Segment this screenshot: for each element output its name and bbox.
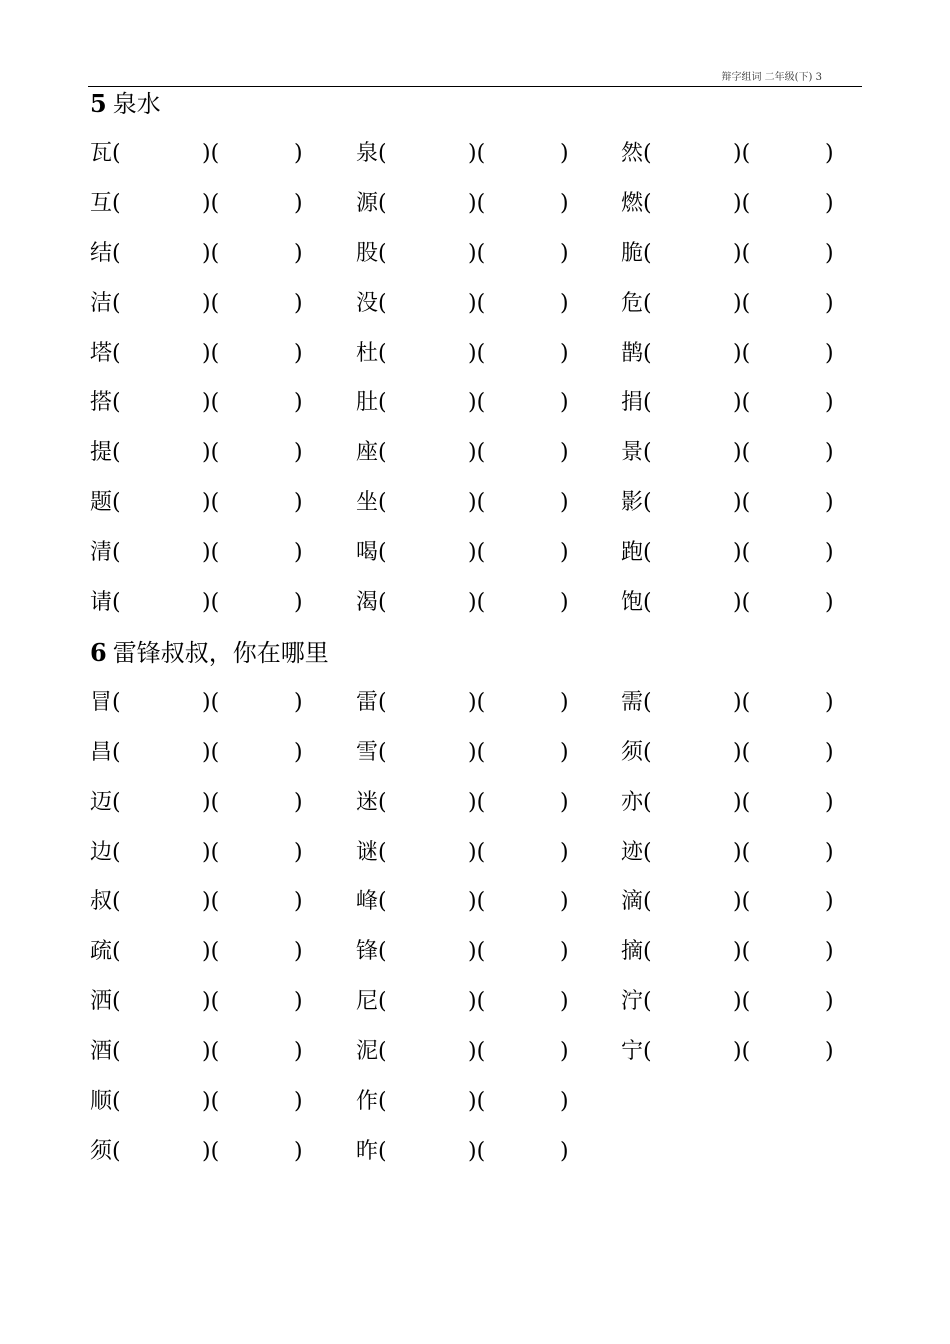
answer-blank-2[interactable]: ) — [825, 839, 834, 865]
word-entry — [90, 438, 340, 468]
answer-blank-2[interactable]: ) — [560, 440, 569, 466]
answer-blank-1[interactable]: )( — [733, 440, 751, 466]
word-entry — [90, 937, 340, 967]
answer-blank-1[interactable]: )( — [468, 1039, 486, 1065]
entry-character: 锋( — [356, 939, 387, 965]
word-entry — [356, 937, 606, 967]
answer-blank-1[interactable]: )( — [468, 340, 486, 366]
entry-character: 坐( — [356, 490, 387, 516]
answer-blank-2[interactable]: ) — [560, 590, 569, 615]
answer-blank-1[interactable]: )( — [733, 839, 751, 865]
word-entry — [621, 738, 871, 768]
word-entry — [90, 838, 340, 868]
answer-blank-2[interactable]: ) — [294, 140, 303, 166]
answer-blank-1[interactable]: )( — [202, 540, 220, 566]
answer-blank-2[interactable]: ) — [294, 490, 303, 516]
word-entry — [356, 788, 606, 818]
word-entry — [621, 538, 871, 568]
answer-blank-2[interactable]: ) — [294, 540, 303, 566]
entry-character: 叔( — [90, 889, 121, 915]
word-entry — [90, 788, 340, 818]
answer-blank-2[interactable]: ) — [560, 1138, 569, 1164]
word-entry — [621, 388, 871, 418]
answer-blank-2[interactable]: ) — [560, 290, 569, 316]
answer-blank-1[interactable]: )( — [733, 739, 751, 765]
answer-blank-2[interactable]: ) — [825, 689, 834, 715]
answer-blank-1[interactable]: )( — [202, 340, 220, 366]
answer-blank-2[interactable]: ) — [560, 939, 569, 965]
page-header — [88, 72, 862, 87]
header-text: 辩字组词 二年级(下) 3 — [721, 72, 822, 83]
entry-character: 酒( — [90, 1039, 121, 1065]
answer-blank-1[interactable]: )( — [468, 839, 486, 865]
entry-character: 摘( — [621, 939, 652, 965]
word-entry — [90, 488, 340, 518]
answer-blank-2[interactable]: ) — [825, 390, 834, 416]
answer-blank-1[interactable]: )( — [202, 689, 220, 715]
answer-blank-2[interactable]: ) — [560, 140, 569, 166]
answer-blank-2[interactable]: ) — [294, 1039, 303, 1065]
answer-blank-1[interactable]: )( — [733, 989, 751, 1015]
answer-blank-1[interactable]: )( — [468, 789, 486, 815]
word-entry — [621, 987, 871, 1017]
entry-character: 渴( — [356, 590, 387, 615]
word-entry — [621, 937, 871, 967]
word-entry — [356, 339, 606, 369]
answer-blank-2[interactable]: ) — [294, 390, 303, 416]
answer-blank-2[interactable]: ) — [560, 689, 569, 715]
entry-character: 请( — [90, 590, 121, 615]
word-entry — [356, 1087, 606, 1117]
answer-blank-1[interactable]: )( — [733, 689, 751, 715]
word-entry — [621, 1037, 871, 1067]
answer-blank-2[interactable]: ) — [560, 490, 569, 516]
answer-blank-2[interactable]: ) — [825, 140, 834, 166]
entry-character: 提( — [90, 440, 121, 466]
answer-blank-1[interactable]: )( — [468, 590, 486, 615]
word-entry — [356, 289, 606, 319]
entry-character: 洁( — [90, 290, 121, 316]
answer-blank-2[interactable]: ) — [825, 1039, 834, 1065]
word-entry — [90, 339, 340, 369]
word-entry — [356, 438, 606, 468]
answer-blank-2[interactable]: ) — [560, 390, 569, 416]
word-entry — [356, 1037, 606, 1067]
answer-blank-2[interactable]: ) — [560, 540, 569, 566]
entry-character: 泞( — [621, 989, 652, 1015]
entry-character: 然( — [621, 140, 652, 166]
answer-blank-1[interactable]: )( — [468, 390, 486, 416]
entry-character: 作( — [356, 1089, 387, 1114]
entry-character: 峰( — [356, 889, 387, 915]
answer-blank-2[interactable]: ) — [825, 739, 834, 765]
word-entry — [621, 488, 871, 518]
answer-blank-2[interactable]: ) — [294, 1089, 303, 1114]
entry-character: 须( — [621, 739, 652, 765]
answer-blank-2[interactable]: ) — [294, 590, 303, 615]
answer-blank-2[interactable]: ) — [825, 190, 834, 216]
section-number: 5 — [90, 89, 107, 118]
entry-character: 泥( — [356, 1039, 387, 1065]
answer-blank-1[interactable]: )( — [468, 490, 486, 516]
entry-character: 昌( — [90, 739, 121, 765]
entry-character: 疏( — [90, 939, 121, 965]
answer-blank-1[interactable]: )( — [468, 739, 486, 765]
section-title — [90, 638, 329, 668]
answer-blank-2[interactable]: ) — [294, 989, 303, 1015]
answer-blank-1[interactable]: )( — [733, 190, 751, 216]
word-entry — [621, 239, 871, 269]
word-entry — [90, 738, 340, 768]
answer-blank-2[interactable]: ) — [294, 240, 303, 266]
entry-character: 需( — [621, 689, 652, 715]
entry-character: 须( — [90, 1138, 121, 1164]
word-entry — [356, 987, 606, 1017]
word-entry — [621, 438, 871, 468]
word-entry — [356, 688, 606, 718]
entry-character: 滴( — [621, 889, 652, 915]
entry-character: 尼( — [356, 989, 387, 1015]
word-entry — [90, 688, 340, 718]
word-entry — [621, 688, 871, 718]
answer-blank-1[interactable]: )( — [202, 989, 220, 1015]
answer-blank-1[interactable]: )( — [468, 140, 486, 166]
answer-blank-1[interactable]: )( — [202, 490, 220, 516]
word-entry — [90, 987, 340, 1017]
word-entry — [90, 1037, 340, 1067]
answer-blank-1[interactable]: )( — [468, 290, 486, 316]
entry-character: 雪( — [356, 739, 387, 765]
answer-blank-1[interactable]: )( — [468, 190, 486, 216]
answer-blank-1[interactable]: )( — [733, 540, 751, 566]
answer-blank-1[interactable]: )( — [202, 1089, 220, 1114]
word-entry — [356, 189, 606, 219]
word-entry — [356, 239, 606, 269]
answer-blank-2[interactable]: ) — [825, 240, 834, 266]
answer-blank-2[interactable]: ) — [294, 290, 303, 316]
entry-character: 源( — [356, 190, 387, 216]
answer-blank-1[interactable]: )( — [202, 889, 220, 915]
entry-character: 冒( — [90, 689, 121, 715]
answer-blank-1[interactable]: )( — [202, 739, 220, 765]
word-entry — [356, 538, 606, 568]
answer-blank-1[interactable]: )( — [733, 290, 751, 316]
answer-blank-2[interactable]: ) — [825, 490, 834, 516]
entry-character: 雷( — [356, 689, 387, 715]
answer-blank-2[interactable]: ) — [560, 240, 569, 266]
answer-blank-2[interactable]: ) — [825, 789, 834, 815]
answer-blank-2[interactable]: ) — [560, 989, 569, 1015]
answer-blank-2[interactable]: ) — [560, 739, 569, 765]
word-entry — [356, 1137, 606, 1167]
answer-blank-2[interactable]: ) — [294, 939, 303, 965]
word-entry — [356, 887, 606, 917]
word-entry — [621, 788, 871, 818]
word-entry — [90, 139, 340, 169]
answer-blank-1[interactable]: )( — [733, 939, 751, 965]
section-title — [90, 89, 161, 119]
answer-blank-2[interactable]: ) — [825, 989, 834, 1015]
answer-blank-2[interactable]: ) — [560, 889, 569, 915]
entry-character: 跑( — [621, 540, 652, 566]
answer-blank-2[interactable]: ) — [560, 1089, 569, 1114]
answer-blank-2[interactable]: ) — [825, 939, 834, 965]
answer-blank-2[interactable]: ) — [825, 540, 834, 566]
answer-blank-2[interactable]: ) — [294, 789, 303, 815]
answer-blank-2[interactable]: ) — [825, 440, 834, 466]
word-entry — [90, 289, 340, 319]
entry-character: 股( — [356, 240, 387, 266]
answer-blank-1[interactable]: )( — [733, 590, 751, 615]
entry-character: 泉( — [356, 140, 387, 166]
answer-blank-2[interactable]: ) — [560, 789, 569, 815]
answer-blank-1[interactable]: )( — [468, 540, 486, 566]
word-entry — [356, 488, 606, 518]
word-entry — [90, 887, 340, 917]
answer-blank-1[interactable]: )( — [733, 789, 751, 815]
word-entry — [90, 1087, 340, 1117]
answer-blank-2[interactable]: ) — [825, 290, 834, 316]
answer-blank-1[interactable]: )( — [733, 490, 751, 516]
entry-character: 谜( — [356, 839, 387, 865]
answer-blank-2[interactable]: ) — [560, 190, 569, 216]
answer-blank-1[interactable]: )( — [202, 789, 220, 815]
entry-character: 没( — [356, 290, 387, 316]
section-number: 6 — [90, 637, 107, 667]
entry-character: 饱( — [621, 590, 652, 615]
word-entry — [356, 388, 606, 418]
entry-character: 影( — [621, 490, 652, 516]
answer-blank-1[interactable]: )( — [733, 1039, 751, 1065]
entry-character: 互( — [90, 190, 121, 216]
answer-blank-2[interactable]: ) — [294, 889, 303, 915]
answer-blank-1[interactable]: )( — [733, 340, 751, 366]
word-entry — [621, 339, 871, 369]
answer-blank-1[interactable]: )( — [202, 1039, 220, 1065]
word-entry — [621, 887, 871, 917]
word-entry — [90, 239, 340, 269]
word-entry — [356, 838, 606, 868]
entry-character: 燃( — [621, 190, 652, 216]
word-entry — [621, 838, 871, 868]
word-entry — [90, 1137, 340, 1167]
answer-blank-2[interactable]: ) — [294, 440, 303, 466]
answer-blank-1[interactable]: )( — [202, 140, 220, 166]
answer-blank-2[interactable]: ) — [560, 839, 569, 865]
entry-character: 瓦( — [90, 140, 121, 166]
entry-character: 昨( — [356, 1138, 387, 1164]
answer-blank-1[interactable]: )( — [468, 440, 486, 466]
answer-blank-1[interactable]: )( — [733, 390, 751, 416]
answer-blank-1[interactable]: )( — [468, 889, 486, 915]
answer-blank-1[interactable]: )( — [202, 390, 220, 416]
answer-blank-1[interactable]: )( — [468, 989, 486, 1015]
answer-blank-1[interactable]: )( — [202, 590, 220, 615]
word-entry — [356, 738, 606, 768]
answer-blank-1[interactable]: )( — [468, 689, 486, 715]
entry-character: 景( — [621, 440, 652, 466]
answer-blank-2[interactable]: ) — [560, 340, 569, 366]
entry-character: 顺( — [90, 1089, 121, 1114]
word-entry — [621, 289, 871, 319]
entry-character: 洒( — [90, 989, 121, 1015]
word-entry — [356, 139, 606, 169]
answer-blank-1[interactable]: )( — [733, 889, 751, 915]
answer-blank-1[interactable]: )( — [468, 939, 486, 965]
word-entry — [90, 588, 340, 618]
word-entry — [90, 388, 340, 418]
answer-blank-2[interactable]: ) — [294, 839, 303, 865]
answer-blank-1[interactable]: )( — [202, 290, 220, 316]
answer-blank-1[interactable]: )( — [468, 1138, 486, 1164]
answer-blank-1[interactable]: )( — [202, 1138, 220, 1164]
entry-character: 亦( — [621, 789, 652, 815]
section-name: 雷锋叔叔，你在哪里 — [112, 638, 329, 667]
answer-blank-2[interactable]: ) — [560, 1039, 569, 1065]
answer-blank-1[interactable]: )( — [468, 240, 486, 266]
word-entry — [621, 588, 871, 618]
answer-blank-2[interactable]: ) — [294, 689, 303, 715]
answer-blank-1[interactable]: )( — [202, 839, 220, 865]
answer-blank-1[interactable]: )( — [202, 240, 220, 266]
entry-character: 捐( — [621, 390, 652, 416]
entry-character: 清( — [90, 540, 121, 566]
answer-blank-2[interactable]: ) — [294, 340, 303, 366]
answer-blank-2[interactable]: ) — [294, 1138, 303, 1164]
answer-blank-2[interactable]: ) — [825, 590, 834, 615]
entry-character: 迈( — [90, 789, 121, 815]
answer-blank-2[interactable]: ) — [294, 739, 303, 765]
word-entry — [90, 189, 340, 219]
section-name: 泉水 — [112, 90, 161, 118]
entry-character: 搭( — [90, 390, 121, 416]
word-entry — [621, 189, 871, 219]
entry-character: 迹( — [621, 839, 652, 865]
answer-blank-2[interactable]: ) — [825, 889, 834, 915]
entry-character: 结( — [90, 240, 121, 266]
entry-character: 题( — [90, 490, 121, 516]
entry-character: 喝( — [356, 540, 387, 566]
answer-blank-2[interactable]: ) — [825, 340, 834, 366]
answer-blank-1[interactable]: )( — [733, 140, 751, 166]
answer-blank-1[interactable]: )( — [202, 939, 220, 965]
entry-character: 边( — [90, 839, 121, 865]
entry-character: 杜( — [356, 340, 387, 366]
answer-blank-1[interactable]: )( — [468, 1089, 486, 1114]
answer-blank-1[interactable]: )( — [202, 440, 220, 466]
entry-character: 宁( — [621, 1039, 652, 1065]
word-entry — [356, 588, 606, 618]
word-entry — [90, 538, 340, 568]
answer-blank-2[interactable]: ) — [294, 190, 303, 216]
entry-character: 迷( — [356, 789, 387, 815]
entry-character: 座( — [356, 440, 387, 466]
entry-character: 鹊( — [621, 340, 652, 366]
entry-character: 塔( — [90, 340, 121, 366]
word-entry — [621, 139, 871, 169]
entry-character: 脆( — [621, 240, 652, 266]
entry-character: 危( — [621, 290, 652, 316]
entry-character: 肚( — [356, 390, 387, 416]
answer-blank-1[interactable]: )( — [733, 240, 751, 266]
answer-blank-1[interactable]: )( — [202, 190, 220, 216]
